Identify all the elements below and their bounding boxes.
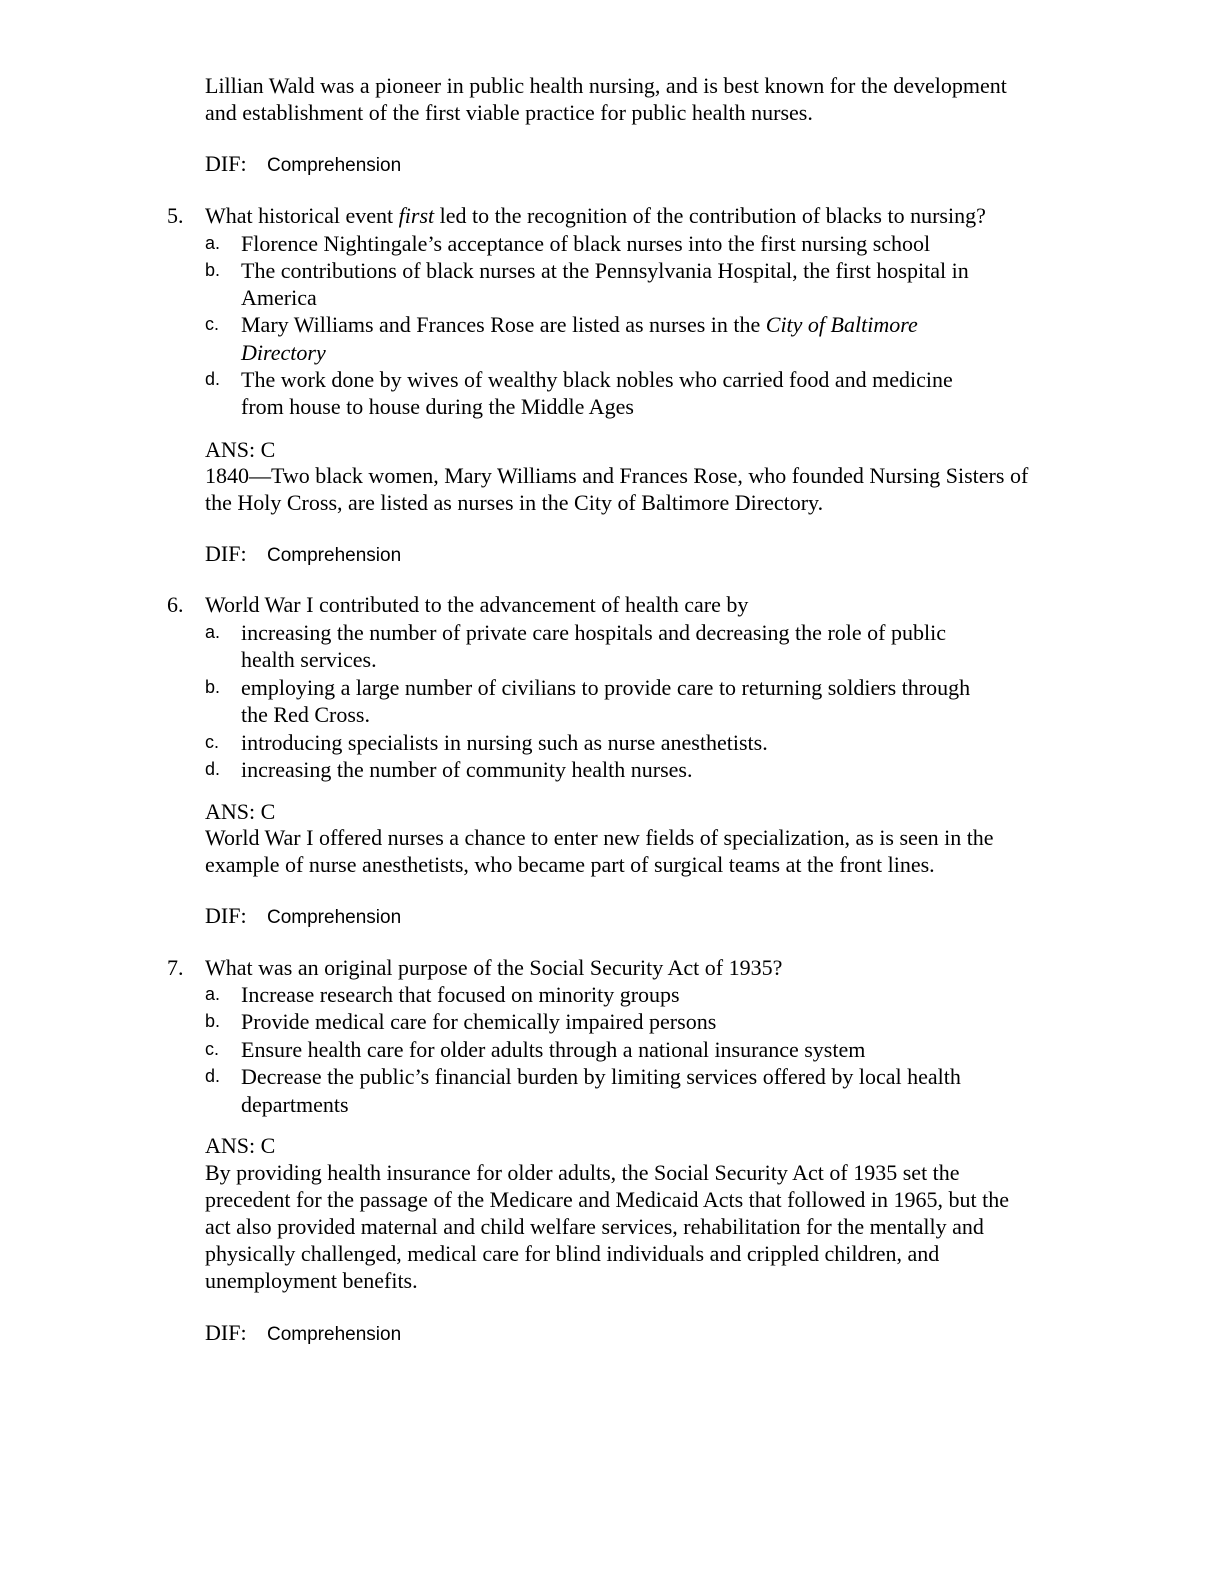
option-text: Ensure health care for older adults through a national insurance system <box>241 1037 866 1062</box>
option-text: America <box>241 285 317 310</box>
option-letter: b. <box>205 260 221 280</box>
option-text-plain: Mary Williams and Frances Rose are listed as nurses in the <box>241 312 766 337</box>
difficulty-label: DIF: <box>205 1320 247 1345</box>
option-text <box>241 311 918 338</box>
rationale-line: the Holy Cross, are listed as nurses in the City of Baltimore Directory. <box>205 490 824 515</box>
difficulty-label: DIF: <box>205 151 247 176</box>
rationale-line: act also provided maternal and child welfare services, rehabilitation for the mentally and <box>205 1214 984 1239</box>
option-text: Provide medical care for chemically impaired persons <box>241 1009 717 1034</box>
option-text: increasing the number of community health nurses. <box>241 757 693 782</box>
option-letter: b. <box>205 1011 221 1031</box>
rationale-line: precedent for the passage of the Medicare and Medicaid Acts that followed in 1965, but the <box>205 1187 1009 1212</box>
question-number: 6. <box>167 592 184 617</box>
question-number: 5. <box>167 203 184 228</box>
intro-rationale-line: Lillian Wald was a pioneer in public health nursing, and is best known for the development <box>205 73 1007 98</box>
intro-rationale-line: and establishment of the first viable practice for public health nurses. <box>205 100 813 125</box>
option-text-italic: Directory <box>241 340 326 365</box>
stem-text: led to the recognition of the contribution of blacks to nursing? <box>434 203 986 228</box>
option-text: from house to house during the Middle Ages <box>241 394 634 419</box>
option-letter: c. <box>205 1039 220 1059</box>
difficulty-label: DIF: <box>205 541 247 566</box>
intro-difficulty <box>205 150 401 179</box>
option-letter: d. <box>205 369 221 389</box>
question-number: 7. <box>167 955 184 980</box>
rationale-line: unemployment benefits. <box>205 1268 418 1293</box>
option-text: the Red Cross. <box>241 702 370 727</box>
option-letter: c. <box>205 732 220 752</box>
option-text: The work done by wives of wealthy black nobles who carried food and medicine <box>241 367 953 392</box>
option-letter: d. <box>205 1066 221 1086</box>
answer-key: ANS: C <box>205 1133 276 1158</box>
option-text: The contributions of black nurses at the Pennsylvania Hospital, the first hospital in <box>241 258 969 283</box>
answer-key: ANS: C <box>205 437 276 462</box>
option-letter: b. <box>205 677 221 697</box>
stem-text: What historical event <box>205 203 399 228</box>
option-text: health services. <box>241 647 377 672</box>
difficulty <box>205 540 401 569</box>
difficulty-value: Comprehension <box>267 907 402 928</box>
rationale-line: 1840—Two black women, Mary Williams and Frances Rose, who founded Nursing Sisters of <box>205 463 1029 488</box>
option-letter: a. <box>205 622 221 642</box>
option-text: introducing specialists in nursing such as nurse anesthetists. <box>241 730 768 755</box>
difficulty <box>205 1319 401 1348</box>
option-letter: c. <box>205 314 220 334</box>
option-text: increasing the number of private care hospitals and decreasing the role of public <box>241 620 946 645</box>
option-text: Increase research that focused on minority groups <box>241 982 680 1007</box>
rationale-line: By providing health insurance for older adults, the Social Security Act of 1935 set the <box>205 1160 960 1185</box>
stem-emphasis: first <box>398 203 435 228</box>
option-text: Decrease the public’s financial burden by limiting services offered by local health <box>241 1064 961 1089</box>
question-stem: What was an original purpose of the Social Security Act of 1935? <box>205 955 783 980</box>
difficulty-label: DIF: <box>205 903 247 928</box>
rationale-line: World War I offered nurses a chance to enter new fields of specialization, as is seen in the <box>205 825 994 850</box>
option-text-italic: City of Baltimore <box>765 312 918 337</box>
difficulty <box>205 902 401 931</box>
answer-key: ANS: C <box>205 799 276 824</box>
difficulty-value: Comprehension <box>267 545 402 566</box>
option-text: Florence Nightingale’s acceptance of black nurses into the first nursing school <box>241 231 931 256</box>
option-letter: d. <box>205 759 221 779</box>
difficulty-value: Comprehension <box>267 155 402 176</box>
option-text <box>241 339 326 366</box>
question-stem <box>205 202 986 229</box>
option-text: employing a large number of civilians to provide care to returning soldiers through <box>241 675 971 700</box>
option-text: departments <box>241 1092 349 1117</box>
difficulty-value: Comprehension <box>267 1324 402 1345</box>
rationale-line: physically challenged, medical care for blind individuals and crippled children, and <box>205 1241 940 1266</box>
option-letter: a. <box>205 984 221 1004</box>
option-letter: a. <box>205 233 221 253</box>
rationale-line: example of nurse anesthetists, who became part of surgical teams at the front lines. <box>205 852 935 877</box>
question-stem: World War I contributed to the advancement of health care by <box>205 592 749 617</box>
